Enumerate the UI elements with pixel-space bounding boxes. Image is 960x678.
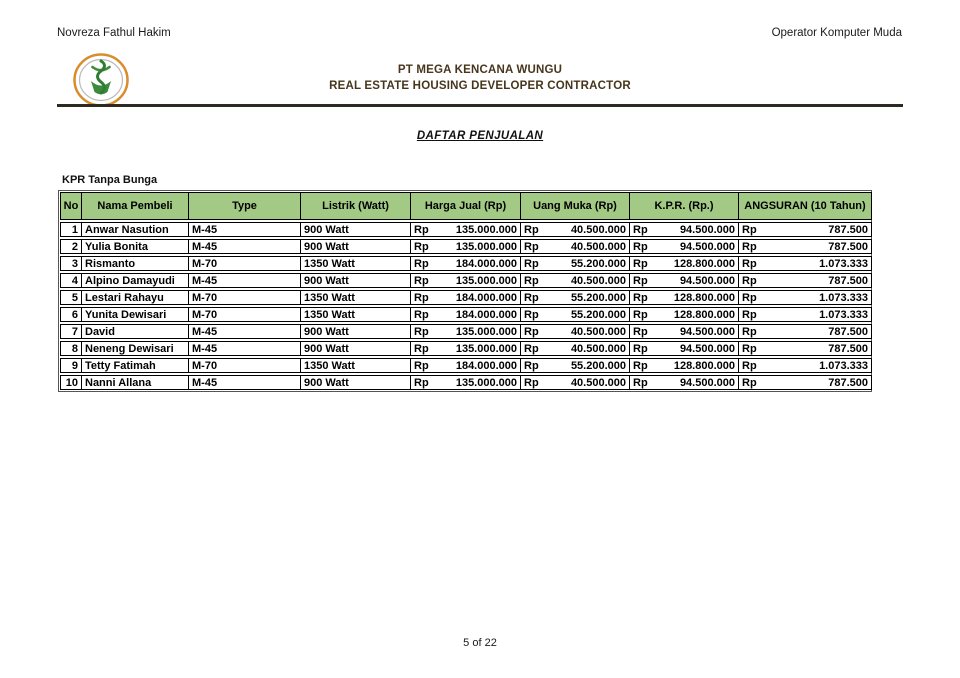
amount: 55.200.000 — [570, 291, 626, 304]
table-row — [60, 290, 872, 305]
installment-amount — [739, 256, 872, 271]
table-row — [60, 273, 872, 288]
column-header-type: Type — [189, 192, 301, 220]
mortgage-amount — [630, 239, 739, 254]
currency-prefix: Rp — [524, 342, 539, 355]
company-name: PT MEGA KENCANA WUNGU — [397, 64, 563, 76]
down-payment — [521, 273, 630, 288]
currency-prefix: Rp — [414, 257, 429, 270]
currency-prefix: Rp — [633, 223, 648, 236]
header-role: Operator Komputer Muda — [771, 27, 902, 39]
amount: 128.800.000 — [673, 257, 735, 270]
amount: 1.073.333 — [819, 359, 868, 372]
section-label: KPR Tanpa Bunga — [62, 174, 158, 186]
mortgage-amount — [630, 222, 739, 237]
currency-prefix: Rp — [524, 257, 539, 270]
table-row — [60, 375, 872, 390]
currency-prefix: Rp — [633, 325, 648, 338]
amount: 184.000.000 — [455, 257, 517, 270]
amount: 1.073.333 — [819, 308, 868, 321]
sales-table-body — [60, 222, 872, 390]
currency-prefix: Rp — [633, 359, 648, 372]
electricity-watt: 1350 Watt — [301, 307, 411, 322]
column-header-angsuran: ANGSURAN (10 Tahun) — [739, 192, 872, 220]
sale-price — [411, 307, 521, 322]
amount: 94.500.000 — [679, 240, 735, 253]
column-header-nama-pembeli: Nama Pembeli — [82, 192, 189, 220]
amount: 55.200.000 — [570, 308, 626, 321]
down-payment — [521, 239, 630, 254]
table-header-row — [60, 192, 872, 220]
house-type: M-70 — [189, 358, 301, 373]
column-header-listrik: Listrik (Watt) — [301, 192, 411, 220]
column-header-harga-jual: Harga Jual (Rp) — [411, 192, 521, 220]
currency-prefix: Rp — [524, 376, 539, 389]
installment-amount — [739, 358, 872, 373]
amount: 787.500 — [828, 376, 868, 389]
currency-prefix: Rp — [633, 240, 648, 253]
installment-amount — [739, 290, 872, 305]
amount: 787.500 — [828, 274, 868, 287]
installment-amount — [739, 222, 872, 237]
buyer-name: Neneng Dewisari — [82, 341, 189, 356]
house-type: M-45 — [189, 239, 301, 254]
currency-prefix: Rp — [414, 240, 429, 253]
currency-prefix: Rp — [524, 308, 539, 321]
currency-prefix: Rp — [414, 223, 429, 236]
amount: 55.200.000 — [570, 359, 626, 372]
electricity-watt: 900 Watt — [301, 222, 411, 237]
down-payment — [521, 358, 630, 373]
amount: 128.800.000 — [673, 308, 735, 321]
amount: 94.500.000 — [679, 342, 735, 355]
sale-price — [411, 358, 521, 373]
house-type: M-70 — [189, 256, 301, 271]
sale-price — [411, 375, 521, 390]
installment-amount — [739, 239, 872, 254]
currency-prefix: Rp — [524, 359, 539, 372]
company-subtitle: REAL ESTATE HOUSING DEVELOPER CONTRACTOR — [329, 80, 631, 92]
mortgage-amount — [630, 256, 739, 271]
amount: 94.500.000 — [679, 274, 735, 287]
mortgage-amount — [630, 290, 739, 305]
electricity-watt: 900 Watt — [301, 273, 411, 288]
down-payment — [521, 375, 630, 390]
currency-prefix: Rp — [414, 376, 429, 389]
electricity-watt: 1350 Watt — [301, 256, 411, 271]
electricity-watt: 900 Watt — [301, 341, 411, 356]
amount: 1.073.333 — [819, 257, 868, 270]
sale-price — [411, 273, 521, 288]
row-number: 9 — [60, 358, 82, 373]
currency-prefix: Rp — [524, 240, 539, 253]
amount: 787.500 — [828, 325, 868, 338]
currency-prefix: Rp — [742, 308, 757, 321]
currency-prefix: Rp — [742, 223, 757, 236]
table-row — [60, 341, 872, 356]
down-payment — [521, 324, 630, 339]
house-type: M-70 — [189, 307, 301, 322]
mortgage-amount — [630, 324, 739, 339]
currency-prefix: Rp — [414, 274, 429, 287]
amount: 135.000.000 — [455, 223, 517, 236]
currency-prefix: Rp — [633, 376, 648, 389]
house-type: M-70 — [189, 290, 301, 305]
amount: 128.800.000 — [673, 291, 735, 304]
amount: 135.000.000 — [455, 325, 517, 338]
electricity-watt: 1350 Watt — [301, 358, 411, 373]
currency-prefix: Rp — [414, 359, 429, 372]
amount: 128.800.000 — [673, 359, 735, 372]
electricity-watt: 1350 Watt — [301, 290, 411, 305]
installment-amount — [739, 375, 872, 390]
buyer-name: Anwar Nasution — [82, 222, 189, 237]
currency-prefix: Rp — [742, 325, 757, 338]
mortgage-amount — [630, 375, 739, 390]
row-number: 6 — [60, 307, 82, 322]
row-number: 7 — [60, 324, 82, 339]
amount: 135.000.000 — [455, 274, 517, 287]
installment-amount — [739, 273, 872, 288]
buyer-name: David — [82, 324, 189, 339]
installment-amount — [739, 324, 872, 339]
amount: 40.500.000 — [570, 223, 626, 236]
page-header — [57, 27, 902, 39]
amount: 184.000.000 — [455, 308, 517, 321]
amount: 55.200.000 — [570, 257, 626, 270]
row-number: 4 — [60, 273, 82, 288]
buyer-name: Tetty Fatimah — [82, 358, 189, 373]
down-payment — [521, 222, 630, 237]
sale-price — [411, 239, 521, 254]
installment-amount — [739, 341, 872, 356]
currency-prefix: Rp — [524, 325, 539, 338]
table-row — [60, 307, 872, 322]
amount: 94.500.000 — [679, 376, 735, 389]
amount: 94.500.000 — [679, 223, 735, 236]
currency-prefix: Rp — [524, 223, 539, 236]
down-payment — [521, 256, 630, 271]
currency-prefix: Rp — [633, 291, 648, 304]
table-row — [60, 358, 872, 373]
header-author: Novreza Fathul Hakim — [57, 27, 171, 39]
sale-price — [411, 256, 521, 271]
amount: 40.500.000 — [570, 325, 626, 338]
currency-prefix: Rp — [633, 257, 648, 270]
sale-price — [411, 341, 521, 356]
column-header-no: No — [60, 192, 82, 220]
mortgage-amount — [630, 358, 739, 373]
currency-prefix: Rp — [742, 274, 757, 287]
currency-prefix: Rp — [742, 240, 757, 253]
row-number: 8 — [60, 341, 82, 356]
electricity-watt: 900 Watt — [301, 239, 411, 254]
amount: 787.500 — [828, 342, 868, 355]
amount: 94.500.000 — [679, 325, 735, 338]
currency-prefix: Rp — [414, 308, 429, 321]
row-number: 3 — [60, 256, 82, 271]
down-payment — [521, 341, 630, 356]
currency-prefix: Rp — [633, 342, 648, 355]
amount: 135.000.000 — [455, 240, 517, 253]
amount: 135.000.000 — [455, 342, 517, 355]
sale-price — [411, 222, 521, 237]
row-number: 10 — [60, 375, 82, 390]
amount: 184.000.000 — [455, 359, 517, 372]
amount: 787.500 — [828, 223, 868, 236]
house-type: M-45 — [189, 222, 301, 237]
row-number: 5 — [60, 290, 82, 305]
house-type: M-45 — [189, 375, 301, 390]
amount: 1.073.333 — [819, 291, 868, 304]
buyer-name: Yunita Dewisari — [82, 307, 189, 322]
buyer-name: Nanni Allana — [82, 375, 189, 390]
row-number: 2 — [60, 239, 82, 254]
table-row — [60, 324, 872, 339]
page-indicator: 5 of 22 — [463, 637, 497, 649]
currency-prefix: Rp — [524, 274, 539, 287]
currency-prefix: Rp — [414, 325, 429, 338]
currency-prefix: Rp — [633, 274, 648, 287]
amount: 40.500.000 — [570, 274, 626, 287]
buyer-name: Yulia Bonita — [82, 239, 189, 254]
house-type: M-45 — [189, 341, 301, 356]
currency-prefix: Rp — [742, 257, 757, 270]
down-payment — [521, 290, 630, 305]
buyer-name: Alpino Damayudi — [82, 273, 189, 288]
currency-prefix: Rp — [742, 291, 757, 304]
sales-table — [58, 190, 872, 392]
table-row — [60, 256, 872, 271]
mortgage-amount — [630, 341, 739, 356]
currency-prefix: Rp — [633, 308, 648, 321]
document-title-row — [0, 126, 960, 144]
document-title: DAFTAR PENJUALAN — [416, 130, 544, 142]
amount: 40.500.000 — [570, 342, 626, 355]
currency-prefix: Rp — [414, 291, 429, 304]
amount: 787.500 — [828, 240, 868, 253]
electricity-watt: 900 Watt — [301, 375, 411, 390]
amount: 40.500.000 — [570, 240, 626, 253]
currency-prefix: Rp — [742, 342, 757, 355]
currency-prefix: Rp — [414, 342, 429, 355]
mortgage-amount — [630, 273, 739, 288]
column-header-kpr: K.P.R. (Rp.) — [630, 192, 739, 220]
buyer-name: Rismanto — [82, 256, 189, 271]
letterhead — [0, 62, 960, 94]
currency-prefix: Rp — [742, 359, 757, 372]
row-number: 1 — [60, 222, 82, 237]
installment-amount — [739, 307, 872, 322]
table-row — [60, 239, 872, 254]
table-row — [60, 222, 872, 237]
sale-price — [411, 324, 521, 339]
letterhead-divider — [57, 104, 903, 107]
electricity-watt: 900 Watt — [301, 324, 411, 339]
amount: 135.000.000 — [455, 376, 517, 389]
mortgage-amount — [630, 307, 739, 322]
sale-price — [411, 290, 521, 305]
down-payment — [521, 307, 630, 322]
amount: 184.000.000 — [455, 291, 517, 304]
house-type: M-45 — [189, 324, 301, 339]
amount: 40.500.000 — [570, 376, 626, 389]
column-header-uang-muka: Uang Muka (Rp) — [521, 192, 630, 220]
currency-prefix: Rp — [742, 376, 757, 389]
buyer-name: Lestari Rahayu — [82, 290, 189, 305]
house-type: M-45 — [189, 273, 301, 288]
currency-prefix: Rp — [524, 291, 539, 304]
